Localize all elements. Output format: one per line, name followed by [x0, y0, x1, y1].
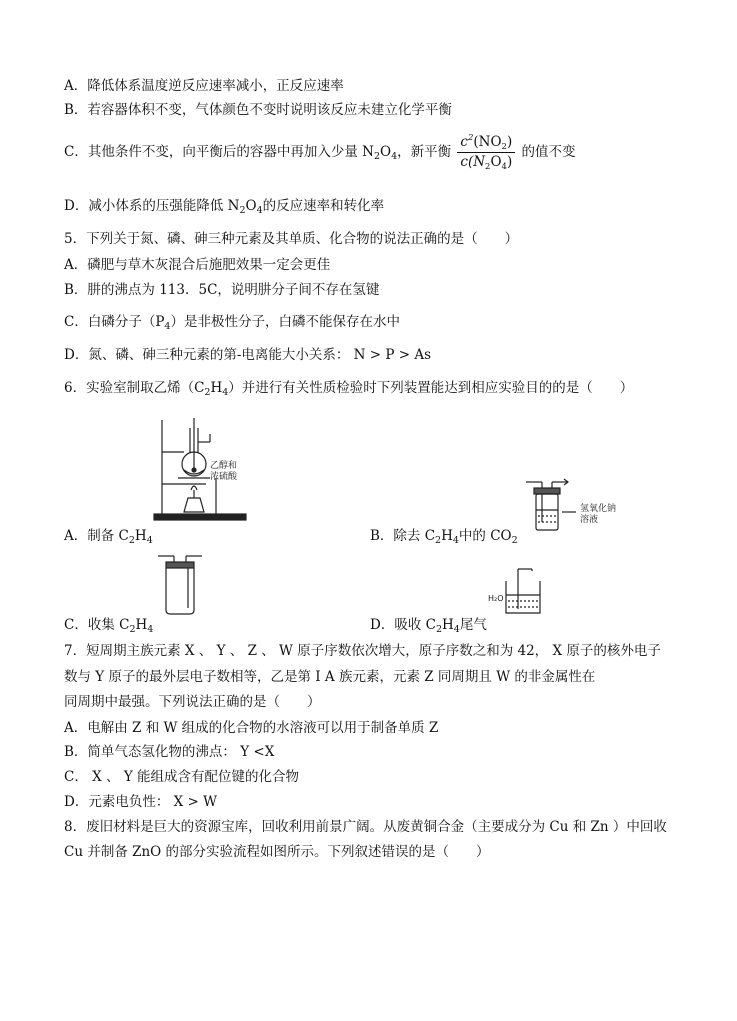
q5-stem: 5．下列关于氮、磷、砷三种元素及其单质、化合物的说法正确的是（ ） — [64, 231, 519, 247]
q6-option-d: D．吸收 $C_2H_4$尾气 — [370, 617, 487, 635]
q5-option-c: C．白磷分子$(P_4)$是非极性分子，白磷不能保存在水中 — [64, 314, 400, 332]
apparatus-c-figure — [150, 552, 210, 616]
fig-b-label-1: 氢氧化钠 — [580, 504, 617, 514]
q5-option-b: B．肼的沸点为 113．5C，说明肼分子间不存在氢键 — [64, 282, 380, 298]
fig-b-label-2: 溶液 — [580, 515, 599, 525]
q4-option-b: B．若容器体积不变，气体颜色不变时说明该反应未建立化学平衡 — [64, 102, 452, 118]
q7-stem-line-3: 同周期中最强。下列说法正确的是（ ） — [64, 694, 321, 710]
q6-option-c: C．收集 $C_2H_4$ — [64, 617, 154, 635]
apparatus-a-figure — [148, 412, 260, 524]
q4-option-d: D．减小体系的压强能降低 $N_2O_4$的反应速率和转化率 — [64, 198, 385, 216]
q7-stem-line-1: 7．短周期主族元素 X 、 Y 、 Z 、 W 原子序数依次增大，原子序数之和为 42， X 原子的核外电子 — [64, 643, 661, 659]
q4-option-a: A．降低体系温度逆反应速率减小，正反应速率 — [64, 78, 344, 94]
q7-option-d: D．元素电负性： X > W — [64, 794, 217, 810]
q6-option-a: A．制备 $C_2H_4$ — [64, 528, 153, 546]
apparatus-b-figure — [520, 474, 660, 534]
q5-option-d: D．氮、磷、砷三种元素的第-电离能大小关系： N > P > As — [64, 347, 432, 363]
q8-stem-line-2: Cu 并制备 ZnO 的部分实验流程如图所示。下列叙述错误的是（ ） — [64, 844, 490, 860]
q6-stem: 6．实验室制取乙烯$(C_2H_4)$并进行有关性质检验时下列装置能达到相应实验目的的是（ ） — [64, 380, 634, 398]
q7-stem-line-2: 数与 Y 原子的最外层电子数相等，乙是第 I A 族元素，元素 Z 同周期且 W 的非金属性在 — [64, 669, 596, 685]
q7-option-c: C． X 、 Y 能组成含有配位键的化合物 — [64, 769, 300, 785]
fraction: $\frac{c^2(NO_2)}{c(N_2O_4)}$ — [457, 134, 515, 171]
fig-d-label: H₂O — [488, 594, 504, 603]
q4-option-c: C．其他条件不变，向平衡后的容器中再加入少量 $N_2O_4$，新平衡 $\frac{c^2(NO_2)}{c(N_2O_4)}$ 的值不变 — [64, 133, 576, 172]
fig-a-label-2: 浓硫酸 — [210, 472, 238, 482]
q8-stem-line-1: 8．废旧材料是巨大的资源宝库，回收利用前景广阔。从废黄铜合金（主要成分为 Cu 和 Zn ）中回收 — [64, 819, 667, 835]
q7-option-a: A．电解由 Z 和 W 组成的化合物的水溶液可以用于制备单质 Z — [64, 720, 439, 736]
q5-option-a: A．磷肥与草木灰混合后施肥效果一定会更佳 — [64, 257, 331, 273]
q6-option-b: B．除去 $C_2H_4$中的 $CO_2$ — [370, 528, 518, 546]
q7-option-b: B．简单气态氢化物的沸点： Y <X — [64, 744, 275, 760]
apparatus-d-figure — [488, 567, 548, 617]
fig-a-label-1: 乙醇和 — [210, 461, 238, 471]
